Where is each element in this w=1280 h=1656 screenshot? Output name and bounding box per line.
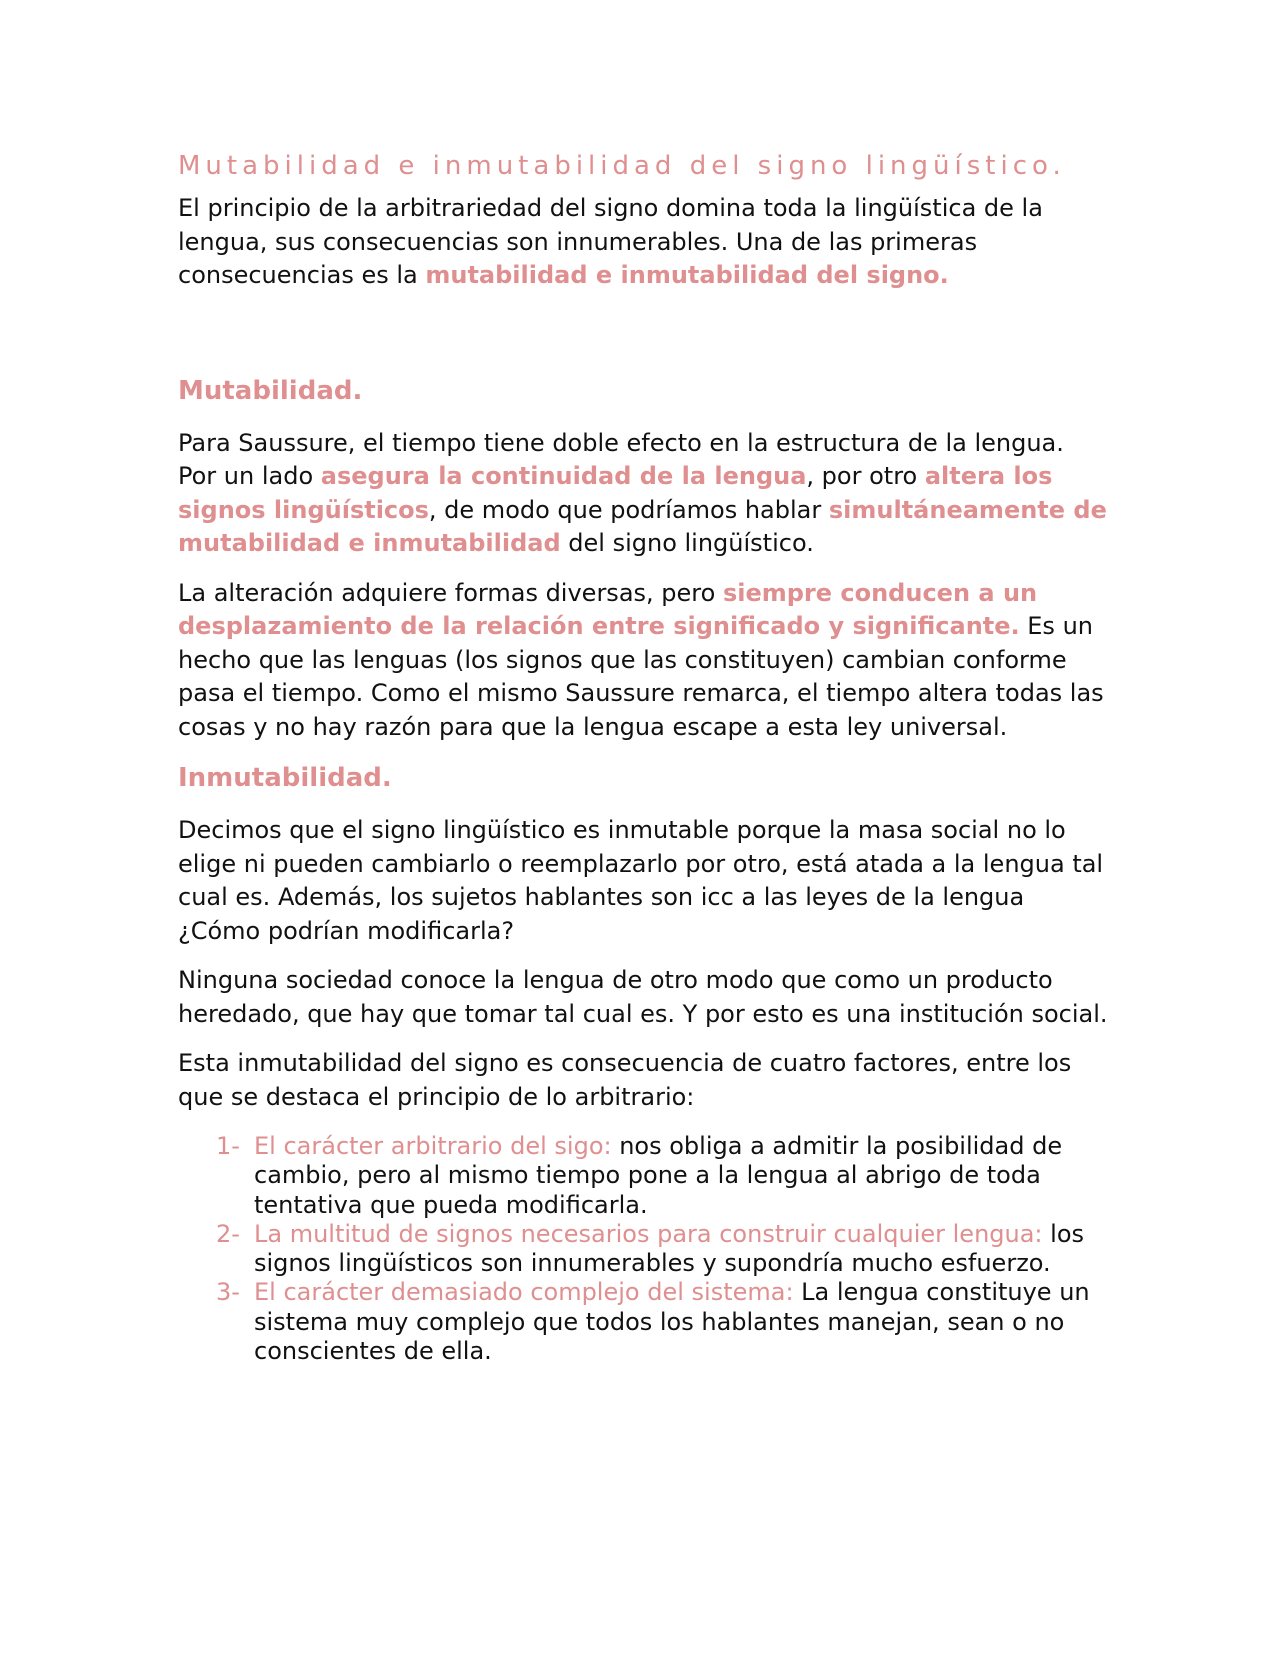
list-item-label: El carácter demasiado complejo del sistema: bbox=[254, 1278, 794, 1307]
text-span: Para Saussure, el tiempo tiene doble efecto en la estructura de la lengua. Por un lado bbox=[178, 428, 1064, 490]
list-number: 1- bbox=[216, 1132, 240, 1160]
text-span: del signo lingüístico. bbox=[560, 529, 814, 557]
intro-text: El principio de la arbitrariedad del signo domina toda la lingüística de la lengua, sus consecuencias son innumerables. Una de las primeras consecuencias es la bbox=[178, 194, 1043, 289]
document-page bbox=[178, 150, 1108, 1366]
factors-list bbox=[178, 1132, 1108, 1366]
intro-highlight: mutabilidad e inmutabilidad del signo. bbox=[425, 261, 949, 289]
list-item-label: La multitud de signos necesarios para construir cualquier lengua: bbox=[254, 1219, 1043, 1248]
list-item bbox=[178, 1278, 1108, 1366]
inmutabilidad-paragraph-3: Esta inmutabilidad del signo es consecuencia de cuatro factores, entre los que se destaca el principio de lo arbitrario: bbox=[178, 1049, 1072, 1111]
list-number: 2- bbox=[216, 1219, 240, 1248]
text-span: Es un hecho que las lenguas (los signos que las constituyen) cambian conforme pasa el tiempo. Como el mismo Saussure remarca, el tiempo altera todas las cosas y no hay razón para que la lengua escape a esta ley universal. bbox=[178, 612, 1104, 741]
mutabilidad-paragraph-1 bbox=[178, 427, 1108, 561]
mutabilidad-paragraph-2 bbox=[178, 577, 1108, 745]
document-title: Mutabilidad e inmutabilidad del signo lingüístico. bbox=[178, 151, 1066, 181]
inmutabilidad-paragraph-1: Decimos que el signo lingüístico es inmutable porque la masa social no lo elige ni pueden cambiarlo o reemplazarlo por otro, está atada a la lengua tal cual es. Además, los sujetos hablantes son icc a las leyes de la lengua ¿Cómo podrían modificarla? bbox=[178, 816, 1104, 945]
highlight-span: siempre conducen a un desplazamiento de la relación entre significado y significante. bbox=[178, 578, 1038, 640]
mutabilidad-heading: Mutabilidad. bbox=[178, 375, 363, 406]
text-span: La alteración adquiere formas diversas, pero bbox=[178, 578, 723, 607]
list-item bbox=[178, 1220, 1108, 1279]
text-span: , de modo que podríamos hablar bbox=[428, 495, 829, 524]
text-span: , por otro bbox=[806, 462, 925, 490]
inmutabilidad-paragraph-2: Ninguna sociedad conoce la lengua de otro modo que como un producto heredado, que hay que tomar tal cual es. Y por esto es una institución social. bbox=[178, 966, 1108, 1028]
list-item-label: El carácter arbitrario del sigo: bbox=[254, 1132, 612, 1160]
inmutabilidad-heading: Inmutabilidad. bbox=[178, 763, 392, 793]
list-item-text: La lengua constituye un sistema muy complejo que todos los hablantes manejan, sean o no conscientes de ella. bbox=[254, 1278, 1090, 1366]
list-item-text: los signos lingüísticos son innumerables y supondría mucho esfuerzo. bbox=[254, 1219, 1085, 1278]
highlight-span: altera los signos lingüísticos bbox=[178, 462, 1053, 524]
highlight-span: asegura la continuidad de la lengua bbox=[320, 462, 807, 490]
highlight-span: simultáneamente de mutabilidad e inmutabilidad bbox=[178, 495, 1107, 557]
list-item bbox=[178, 1132, 1108, 1220]
list-number: 3- bbox=[216, 1278, 240, 1307]
intro-paragraph bbox=[178, 192, 1108, 293]
list-item-text: nos obliga a admitir la posibilidad de cambio, pero al mismo tiempo pone a la lengua al abrigo de toda tentativa que pueda modificarla. bbox=[254, 1132, 1063, 1219]
